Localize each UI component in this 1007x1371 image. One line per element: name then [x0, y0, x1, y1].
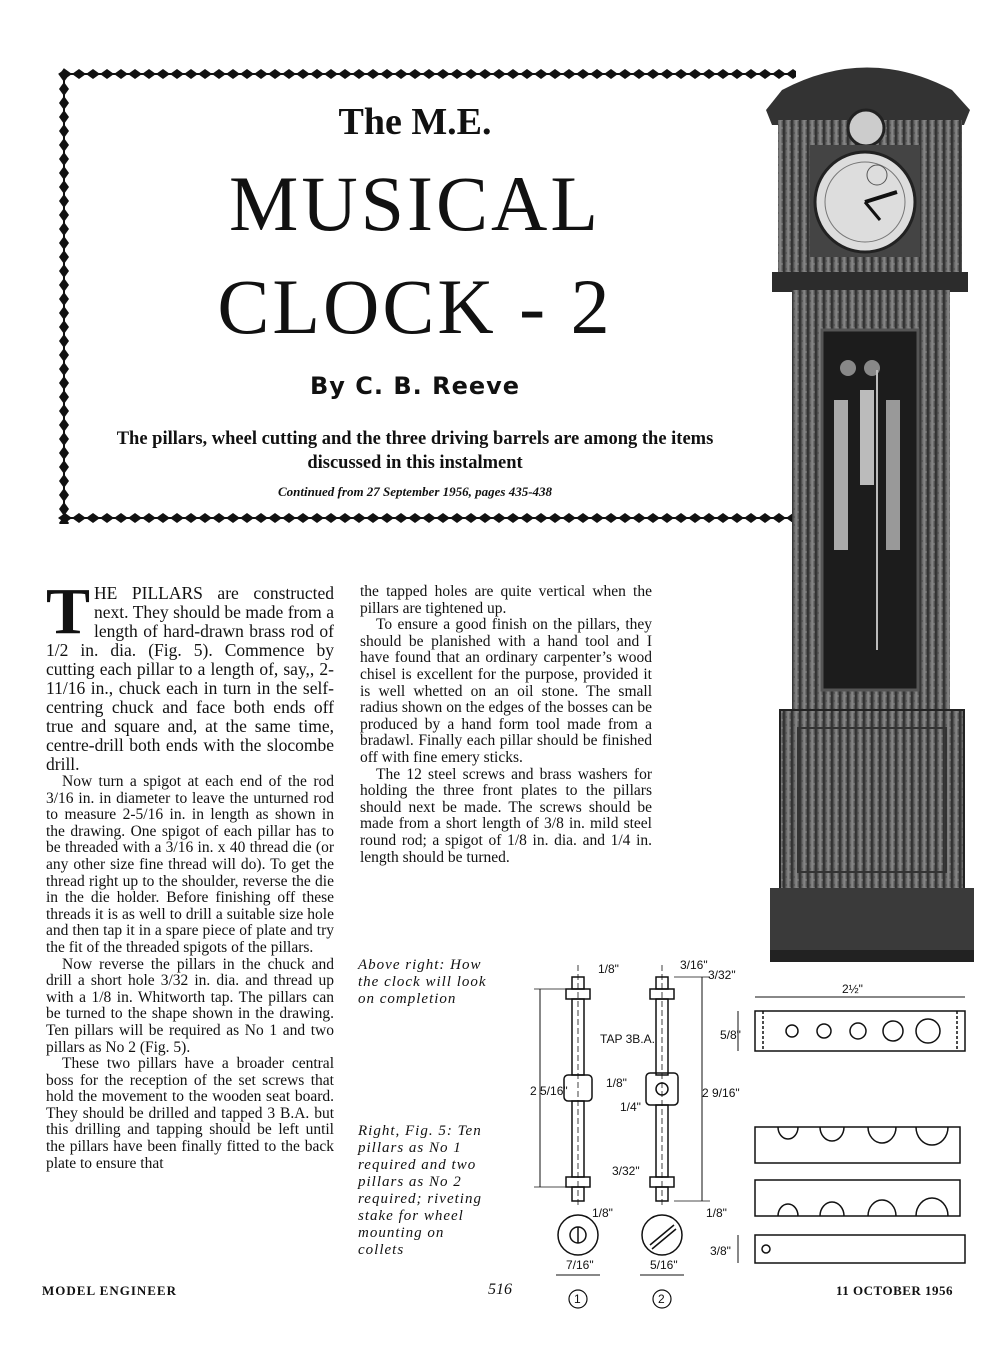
article-column-2 [360, 584, 652, 866]
dim-label: 3/8" [710, 1244, 731, 1258]
dim-label: 1/8" [706, 1206, 727, 1220]
paragraph-text: HE PILLARS are constructed next. They should be made from a length of hard-drawn brass rod of 1/2 in. dia. (Fig. 5). Commence by cutting each pillar to a length of, say,, 2-11/16 in., chuck each in turn in the self-centring chuck and face both ends off true and square and, at the same time, centre-drill both ends with the slocombe drill. [46, 583, 334, 774]
pillar-number: 2 [658, 1292, 665, 1306]
dim-label: 1/8" [592, 1206, 613, 1220]
fig5-drawing [520, 955, 975, 1315]
caption-above-right: Above right: How the clock will look on completion [358, 957, 487, 1007]
standfirst: The pillars, wheel cutting and the three driving barrels are among the items discussed in this instalment [116, 429, 714, 473]
footer-magazine: MODEL ENGINEER [42, 1283, 177, 1298]
dim-label: 2 5/16" [530, 1084, 568, 1098]
paragraph [46, 575, 334, 774]
paragraph: The 12 steel screws and brass washers for holding the three front plates to the pillars should next be made. The screws should be made from a short length of 3/8 in. mild steel round rod; a spigot of 1/8 in. dia. and 1/4 in. length should be turned. [360, 765, 652, 866]
dim-label: 3/32" [612, 1164, 640, 1178]
page-number: 516 [488, 1281, 512, 1298]
pillar-number: 1 [574, 1292, 581, 1306]
dim-label: 3/32" [708, 968, 736, 982]
drop-cap: T [46, 575, 91, 648]
paragraph: These two pillars have a broader central boss for the reception of the set screws that hold the movement to the wooden seat board. They should be drilled and tapped 3 B.A. but this drilling and tapping should be left until the pillars have been finally fitted to the back plate to ensure that [46, 1055, 334, 1172]
dim-label: 7/16" [566, 1258, 594, 1272]
dim-label: 3/16" [680, 958, 708, 972]
clock-photo [752, 50, 982, 970]
title-line-2: CLOCK - 2 [217, 263, 613, 350]
title-line-1: MUSICAL [228, 160, 602, 247]
dim-label: 2 9/16" [702, 1086, 740, 1100]
caption-fig5: Right, Fig. 5: Ten pillars as No 1 required and two pillars as No 2 required; riveting stake for wheel mounting on collets [358, 1123, 482, 1258]
paragraph: the tapped holes are quite vertical when the pillars are tightened up. [360, 583, 652, 617]
byline: By C. B. Reeve [309, 372, 521, 400]
dim-label: 5/16" [650, 1258, 678, 1272]
paragraph: To ensure a good finish on the pillars, they should be planished with a hand tool and I have found that an ordinary carpenter’s wood chisel is excellent for the purpose, provided it is well whetted on an oil stone. The small radius shown on the edges of the bosses can be produced by a hand form tool made from a bradawl. Finally each pillar should be finished off with fine emery sticks. [360, 616, 652, 766]
dim-label: 1/4" [620, 1100, 641, 1114]
footer-date: 11 OCTOBER 1956 [836, 1283, 954, 1298]
dim-label: 5/8" [720, 1028, 741, 1042]
dim-label: 1/8" [606, 1076, 627, 1090]
dim-label: 2½" [842, 982, 863, 996]
kicker: The M.E. [338, 101, 492, 143]
tap-label: TAP 3B.A. [600, 1032, 655, 1046]
dim-label: 1/8" [598, 962, 619, 976]
article-column-1 [46, 575, 334, 1172]
continued-note: Continued from 27 September 1956, pages 435-438 [277, 484, 553, 499]
paragraph: Now reverse the pillars in the chuck and drill a short hole 3/32 in. dia. and thread up with a 1/8 in. Whitworth tap. The pillars can be turned to the shape shown in the drawing. Ten pillars will be required as No 1 and two pillars as No 2 (Fig. 5). [46, 955, 334, 1056]
paragraph: Now turn a spigot at each end of the rod 3/16 in. in diameter to leave the unturned rod to measure 2-5/16 in. in length as shown in the drawing. One spigot of each pillar has to be threaded with a 3/16 in. x 40 thread die (or any other size fine thread will do). To get the thread right up to the shoulder, reverse the die in the die holder. Before finishing off these threads it is as well to drill a suitable size hole and then tap it in a spare piece of plate and try the fit of the threaded spigots of the pillars. [46, 773, 334, 956]
